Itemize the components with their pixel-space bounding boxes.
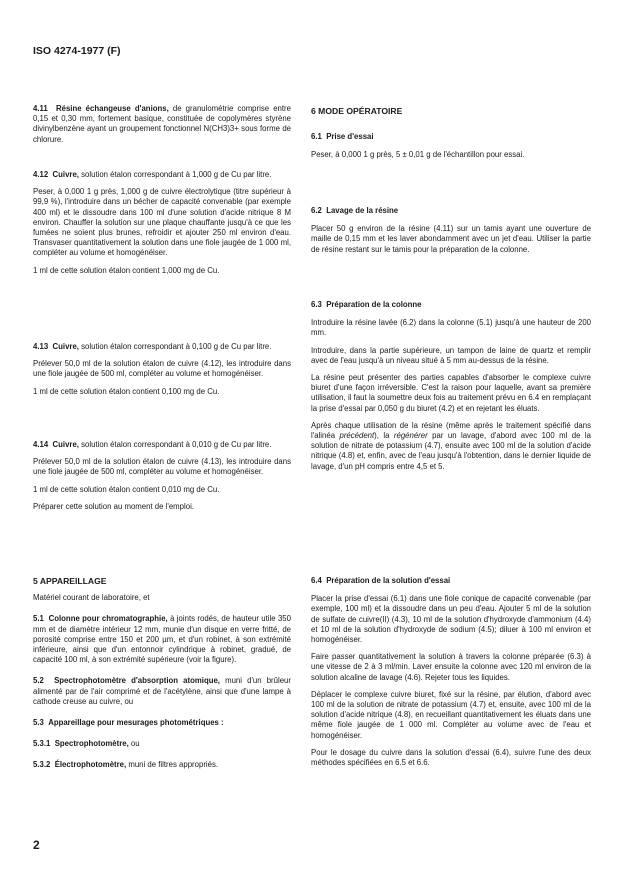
section-title: 6 MODE OPÉRATOIRE	[311, 106, 403, 116]
clause-text: de granulométrie comprise entre 0,15 et 0,30 mm, fortement basique, constituée de copolymères styrène divinylbenzène ayant un groupement fonctionnel N(CH3)3+ sous forme de chlorure.	[33, 104, 291, 144]
paragraph: Peser, à 0,000 1 g près, 1,000 g de cuivre électrolytique (titre supérieur à 99,9 %), l'introduire dans un bécher de capacité convenable (par exemple 400 ml) et le dissoudre dans 100 ml d'une solution d'acide nitrique 8 M environ. Chauffer la solution sur une plaque chauffante jusqu'à ce que les fumées ne soient plus brunes, refroidir et ajouter 250 ml environ d'eau. Transvaser quantitativement la solution dans une fiole jaugée de 1 000 ml, compléter au volume et homogénéiser.	[33, 187, 291, 258]
clause-number: 6.1	[311, 132, 322, 142]
section-5	[33, 576, 291, 771]
clause-number: 5.3	[33, 718, 44, 728]
clause-text: solution étalon correspondant à 0,100 g de Cu par litre.	[78, 342, 272, 351]
clause-text: solution étalon correspondant à 1,000 g de Cu par litre.	[78, 170, 272, 179]
paragraph: Matériel courant de laboratoire, et	[33, 593, 150, 603]
paragraph: Déplacer le complexe cuivre biuret, fixé sur la résine, par élution, d'abord avec 100 ml de la solution de nitrate de potassium (4.7) et, ensuite, avec 100 ml de la solution d'acide nitrique (4.8), en recueillant quantitativement les éluats dans une même fiole jaugée de 1 000 ml. Compléter au volume avec de l'eau et homogénéiser.	[311, 689, 591, 740]
clause-text: ou	[128, 739, 140, 749]
clause-title: Cuivre,	[52, 440, 79, 449]
paragraph: Peser, à 0,000 1 g près, 5 ± 0,01 g de l'échantillon pour essai.	[311, 150, 525, 160]
paragraph: Placer la prise d'essai (6.1) dans une fiole conique de capacité convenable (par exemple, 100 ml) et la dissoudre dans un peu d'eau. Ajouter 5 ml de la solution de sulfate de cuivre(II) (4.3), 10 ml de la solution d'hydroxyde d'ammonium (4.4) et 10 ml de la solution d'hydroxyde de sodium (4.5); diluer à 100 ml environ et homogénéiser.	[311, 594, 591, 645]
page-number: 2	[33, 838, 40, 852]
section-4-12	[33, 170, 291, 276]
paragraph: Prélever 50,0 ml de la solution étalon de cuivre (4.12), les introduire dans une fiole jaugée de 500 ml, compléter au volume et homogénéiser.	[33, 359, 291, 379]
section-6	[311, 106, 591, 161]
clause-title: Cuivre,	[52, 342, 79, 351]
text-run-italic: précédent	[339, 431, 375, 441]
clause-title: Préparation de la colonne	[326, 300, 422, 309]
section-title: 5 APPAREILLAGE	[33, 576, 107, 586]
paragraph: 1 ml de cette solution étalon contient 1,000 mg de Cu.	[33, 265, 220, 275]
section-6-4	[311, 576, 591, 768]
clause-number: 5.3.2	[33, 760, 51, 770]
clause-title: Préparation de la solution d'essai	[326, 576, 451, 585]
clause-text: muni de filtres appropriés.	[126, 760, 219, 770]
clause-number: 5.1	[33, 614, 44, 624]
section-4-13	[33, 342, 291, 397]
paragraph: Introduire, dans la partie supérieure, un tampon de laine de quartz et remplir avec de l'eau jusqu'à un niveau situé à 5 mm au-dessus de la résine.	[311, 345, 591, 365]
clause-title: Cuivre,	[52, 170, 79, 179]
paragraph: 1 ml de cette solution étalon contient 0,100 mg de Cu.	[33, 386, 220, 396]
paragraph	[311, 421, 591, 472]
paragraph: 1 ml de cette solution étalon contient 0,010 mg de Cu.	[33, 484, 220, 494]
clause-number: 4.11	[33, 104, 48, 113]
clause-title: Spectrophotomètre d'absorption atomique,	[54, 676, 220, 686]
paragraph: Prélever 50,0 ml de la solution étalon de cuivre (4.13), les introduire dans une fiole jaugée de 500 ml, compléter au volume et homogénéiser.	[33, 457, 291, 477]
paragraph: Introduire la résine lavée (6.2) dans la colonne (5.1) jusqu'à une hauteur de 200 mm.	[311, 318, 591, 338]
clause-text: solution étalon correspondant à 0,010 g de Cu par litre.	[78, 440, 272, 449]
clause-title: Résine échangeuse d'anions,	[55, 104, 169, 113]
paragraph: Placer 50 g environ de la résine (4.11) sur un tamis ayant une ouverture de maille de 0,15 mm et les laver abondamment avec un jet d'eau. Utiliser la partie de résine restant sur le tamis pour la préparation de la colonne.	[311, 224, 591, 254]
text-run-italic: régénérer	[393, 431, 428, 441]
clause-title: Colonne pour chromatographie,	[48, 614, 168, 624]
clause-title: Prise d'essai	[326, 132, 374, 142]
clause-title: Électrophotomètre,	[54, 760, 127, 770]
paragraph: Préparer cette solution au moment de l'emploi.	[33, 501, 194, 511]
clause-title: Spectrophotomètre,	[54, 739, 129, 749]
text-run: ), la	[374, 431, 394, 441]
clause-number: 4.13	[33, 342, 49, 351]
clause-number: 6.4	[311, 576, 322, 585]
text-run: Après chaque utilisation de la résine (même après le traitement spécifié dans l'alinéa	[311, 420, 591, 441]
clause-text: muni d'un brûleur alimenté par de l'air comprimé et de l'acétylène, ainsi que d'une lampe à cathode creuse au cuivre, ou	[33, 676, 291, 706]
paragraph: Pour le dosage du cuivre dans la solution d'essai (6.4), suivre l'une des deux méthodes spécifiées en 6.5 et 6.6.	[311, 747, 591, 768]
section-6-2	[311, 206, 591, 255]
section-4-14	[33, 440, 291, 512]
clause-number: 6.2	[311, 206, 322, 215]
clause-number: 5.2	[33, 676, 44, 686]
clause-number: 4.14	[33, 440, 49, 449]
clause-title: Lavage de la résine	[326, 206, 399, 215]
section-6-3	[311, 300, 591, 472]
clause-number: 4.12	[33, 170, 49, 179]
clause-number: 6.3	[311, 300, 322, 309]
paragraph: Faire passer quantitativement la solution à travers la colonne préparée (6.3) à une vitesse de 2 à 3 ml/min. Laver ensuite la colonne avec 120 ml environ de la solution alcaline de lavage (4.6). Rejeter tous les liquides.	[311, 652, 591, 682]
clause-text: à joints rodés, de hauteur utile 350 mm et de diamètre intérieur 12 mm, munie d'un disque en verre fritté, de porosité comprise entre 150 et 200 µm, et d'un robinet, à son extrémité inférieure, ainsi que d'un entonnoir cylindrique à robinet, gradué, de capacité 100 ml, à son extrémité supérieure (voir la figure).	[33, 614, 291, 665]
clause-title: Appareillage pour mesurages photométriques :	[48, 718, 224, 728]
clause-number: 5.3.1	[33, 739, 51, 749]
section-4-11	[33, 104, 291, 145]
text-run: par un lavage, d'abord avec 100 ml de la solution de nitrate de potassium (4.7), ensuite avec 100 ml de la solution d'acide nitrique (4.8) et, enfin, avec de l'eau jusqu'à l'obtention, dans le dernier liquide de lavage, d'un pH compris entre 4,5 et 5.	[311, 431, 591, 471]
document-code: ISO 4274-1977 (F)	[33, 45, 121, 57]
paragraph: La résine peut présenter des parties capables d'absorber le complexe cuivre biuret d'une façon irréversible. C'est la raison pour laquelle, avant sa première utilisation, il faut la soumettre deux fois au traitement prévu en 6.4 en remplaçant la prise d'essai par 0,050 g du biuret (4.2) et en rejetant les éluats.	[311, 373, 591, 413]
